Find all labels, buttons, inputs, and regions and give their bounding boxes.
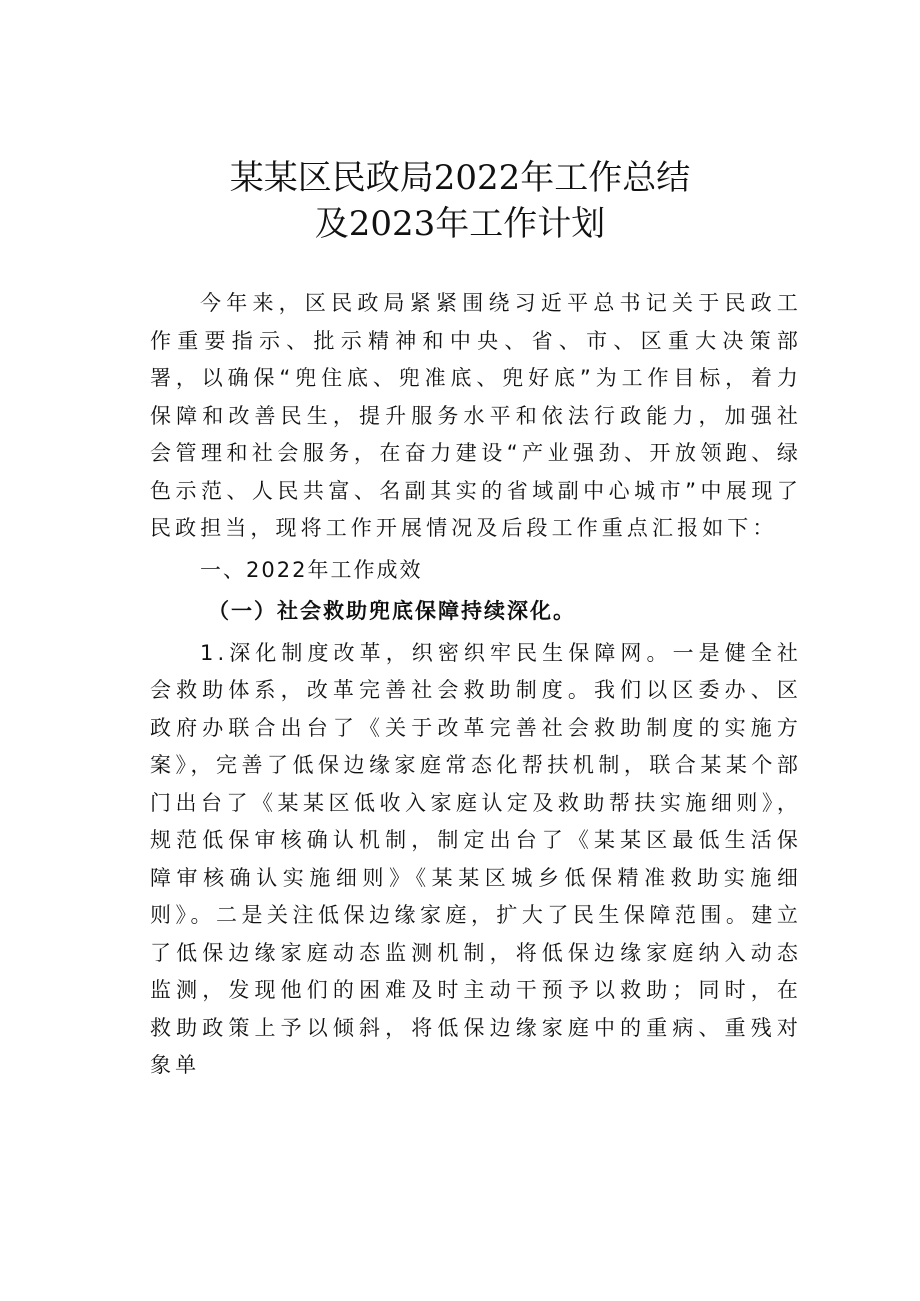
section-heading: 一、2022年工作成效 xyxy=(200,557,423,582)
body-paragraph: 1.深化制度改革，织密织牢民生保障网。一是健全社会救助体系，改革完善社会救助制度。我们以区委办、区政府办联合出台了《关于改革完善社会救助制度的实施方案》，完善了低保边缘家庭常态化帮扶机制，联合某某个部门出台了《某某区低收入家庭认定及救助帮扶实施细则》，规范低保审核确认机制，制定出台了《某某区最低生活保障审核确认实施细则》《某某区城乡低保精准救助实施细则》。二是关注低保边缘家庭，扩大了民生保障范围。建立了低保边缘家庭动态监测机制，将低保边缘家庭纳入动态监测，发现他们的困难及时主动干预予以救助；同时，在救助政策上予以倾斜，将低保边缘家庭中的重病、重残对象单 xyxy=(150,640,802,1077)
document-title-line-1: 某某区民政局2022年工作总结 xyxy=(229,158,691,198)
document-title-line-2: 及2023年工作计划 xyxy=(314,204,606,244)
subsection-heading: （一）社会救助兜底保障持续深化。 xyxy=(208,599,576,623)
document-body xyxy=(150,285,802,1085)
intro-paragraph: 今年来，区民政局紧紧围绕习近平总书记关于民政工作重要指示、批示精神和中央、省、市、区重大决策部署，以确保“兜住底、兜准底、兜好底”为工作目标，着力保障和改善民生，提升服务水平和依法行政能力，加强社会管理和社会服务，在奋力建设“产业强劲、开放领跑、绿色示范、人民共富、名副其实的省域副中心城市”中展现了民政担当，现将工作开展情况及后段工作重点汇报如下： xyxy=(150,291,802,540)
